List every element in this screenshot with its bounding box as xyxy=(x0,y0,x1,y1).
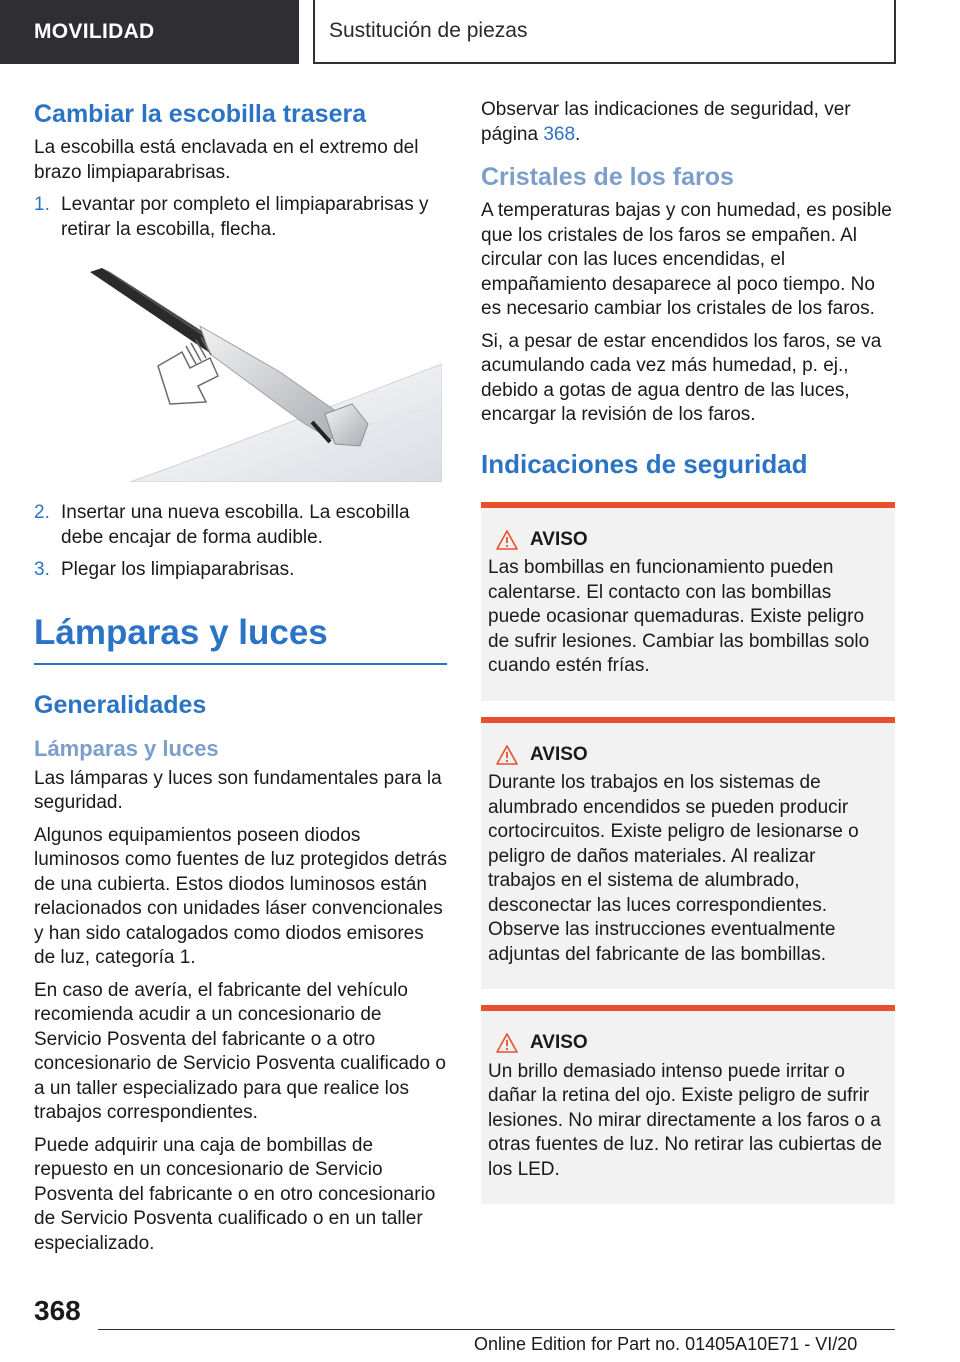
warning-icon xyxy=(496,1033,518,1053)
paragraph: Si, a pesar de estar encendidos los faros, se va acumulando cada vez más humedad, p. ej., debido a gotas de agua dentro de las luces, encargar la revisión de los faros. xyxy=(481,330,882,425)
warning-text: Un brillo demasiado intenso puede irritar o dañar la retina del ojo. Existe peligro de sufrir lesiones. No mirar directamente a los faros o a otras fuentes de luz. No retirar las cubiertas de los LED. xyxy=(488,1060,882,1180)
warning-box xyxy=(481,1005,895,1204)
warning-text: Las bombillas en funcionamiento pueden calentarse. El contacto con las bombillas puede ocasionar quemaduras. Existe peligro de sufrir lesiones. Cambiar las bombillas solo cuando estén frías. xyxy=(488,557,870,676)
warning-box xyxy=(481,502,895,701)
wiper-intro: La escobilla está enclavada en el extremo del brazo limpiaparabrisas. xyxy=(34,137,419,183)
paragraph: A temperaturas bajas y con humedad, es posible que los cristales de los faros se empañen. Al circular con las luces encendidas, el empañamiento desaparece al poco tiempo. No es necesario cambiar los cristales de los faros. xyxy=(481,200,892,319)
step-number: 2. xyxy=(34,502,50,523)
general-title: Generalidades xyxy=(34,690,207,719)
step-text: Plegar los limpiaparabrisas. xyxy=(61,559,295,580)
paragraph: Algunos equipamientos poseen diodos luminosos como fuentes de luz protegidos detrás de una cubierta. Estos diodos luminosos están relacionados con unidades láser convencionales y han sido catalogados como diodos emisores de luz, categoría 1. xyxy=(34,824,447,968)
safety-reference-text: Observar las indicaciones de seguridad, ver página xyxy=(481,99,851,145)
headlight-title: Cristales de los faros xyxy=(481,163,734,191)
warning-header xyxy=(496,528,887,553)
wiper-title: Cambiar la escobilla trasera xyxy=(34,100,367,128)
step-item xyxy=(34,501,447,550)
page-link[interactable]: 368 xyxy=(543,123,576,145)
safety-title: Indicaciones de seguridad xyxy=(481,448,808,479)
section-label: MOVILIDAD xyxy=(0,0,299,64)
left-column xyxy=(34,98,447,1264)
step-text: Insertar una nueva escobilla. La escobilla debe encajar de forma audible. xyxy=(61,502,410,548)
chapter-label: Sustitución de piezas xyxy=(313,0,896,64)
wiper-illustration xyxy=(90,264,442,482)
footer-divider xyxy=(98,1329,895,1330)
page-number: 368 xyxy=(34,1295,81,1326)
warning-icon xyxy=(496,745,518,765)
right-column xyxy=(481,98,895,1220)
warning-label: AVISO xyxy=(530,1032,588,1053)
warning-label: AVISO xyxy=(530,528,588,550)
safety-reference: Observar las indicaciones de seguridad, ver página 368. xyxy=(481,99,851,145)
step-item xyxy=(34,558,447,583)
warning-header xyxy=(496,743,887,768)
warning-header xyxy=(496,1031,887,1056)
step-item xyxy=(34,193,447,242)
warning-text: Durante los trabajos en los sistemas de alumbrado encendidos se pueden producir cortocircuitos. Existe peligro de lesionarse o peligro de daños materiales. Al realizar trabajos en el sistema de alumbrado, desconectar las luces correspondientes. Observe las instrucciones eventualmente adjuntas del fabricante de las bombillas. xyxy=(488,772,859,965)
lamps-section-title: Lámparas y luces xyxy=(34,613,447,665)
paragraph: Puede adquirir una caja de bombillas de repuesto en un concesionario de Servicio Posventa del fabricante o en otro concesionario de Servicio Posventa cualificado o en un taller especializado. xyxy=(34,1134,436,1254)
step-number: 3. xyxy=(34,559,50,580)
lamps-subtitle: Lámparas y luces xyxy=(34,735,219,761)
paragraph: En caso de avería, el fabricante del vehículo recomienda acudir a un concesionario de Servicio Posventa del fabricante o a otro concesionario de Servicio Posventa cualificado o a un taller especializado para que realice los trabajos correspondientes. xyxy=(34,979,446,1123)
step-number: 1. xyxy=(34,194,50,215)
edition-label: Online Edition for Part no. 01405A10E71 - VI/20 xyxy=(474,1334,858,1354)
paragraph: Las lámparas y luces son fundamentales para la seguridad. xyxy=(34,767,442,813)
warning-label: AVISO xyxy=(530,743,588,765)
page-header xyxy=(0,0,960,66)
warning-box xyxy=(481,717,895,990)
step-text: Levantar por completo el limpiaparabrisas y retirar la escobilla, flecha. xyxy=(61,194,429,240)
warning-icon xyxy=(496,530,518,550)
